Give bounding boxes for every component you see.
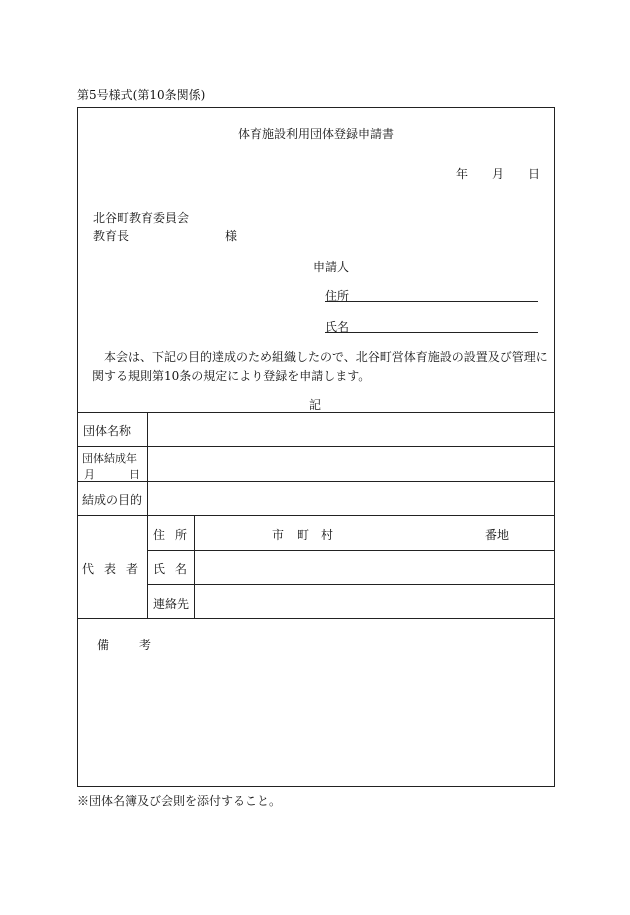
rep-name-field[interactable] (196, 552, 553, 583)
formation-date-field[interactable] (149, 448, 553, 480)
rep-contact-field[interactable] (196, 586, 553, 617)
purpose-label: 結成の目的 (82, 493, 143, 507)
group-name-label: 団体名称 (83, 424, 132, 438)
date-month: 月 (492, 167, 505, 181)
addressee-title: 教育長 (93, 229, 130, 243)
table-line (77, 618, 555, 619)
town-label: 町 (297, 528, 310, 542)
rep-name-label: 氏名 (153, 562, 198, 576)
formation-date-label-line2: 月 日 (84, 468, 140, 481)
applicant-label: 申請人 (313, 260, 350, 274)
rep-address-label: 住所 (153, 528, 198, 542)
date-year: 年 (456, 167, 469, 181)
footnote: ※団体名簿及び会則を添付すること。 (77, 794, 282, 808)
table-line (147, 550, 555, 551)
representative-label: 代表者 (82, 562, 149, 576)
table-divider (147, 412, 148, 618)
village-label: 村 (321, 528, 334, 542)
addressee-honorific: 様 (225, 229, 238, 243)
table-line (147, 584, 555, 585)
applicant-address-field[interactable] (325, 287, 538, 302)
formation-date-label-line1: 団体結成年 (82, 452, 137, 465)
city-label: 市 (272, 528, 285, 542)
purpose-field[interactable] (149, 483, 553, 514)
table-line (77, 481, 555, 482)
form-number: 第5号様式(第10条関係) (77, 88, 206, 102)
form-title: 体育施設利用団体登録申請書 (237, 127, 394, 141)
application-statement: 本会は、下記の目的達成のため組織したので、北谷町営体育施設の設置及び管理に関する規則第10条の規定により登録を申請します。 (92, 350, 548, 383)
table-line-top (77, 412, 555, 413)
remarks-field[interactable] (79, 655, 553, 785)
table-line (77, 446, 555, 447)
applicant-name-label: 氏名 (325, 320, 350, 334)
remarks-label: 備考 (97, 638, 182, 652)
applicant-address-label: 住所 (325, 289, 350, 303)
ki-heading: 記 (309, 398, 322, 412)
date-day: 日 (528, 167, 541, 181)
applicant-name-field[interactable] (325, 318, 538, 333)
banchi-label: 番地 (485, 528, 510, 542)
rep-address-field[interactable] (196, 517, 553, 549)
rep-contact-label: 連絡先 (153, 597, 190, 611)
addressee-org: 北谷町教育委員会 (93, 211, 190, 225)
table-line (77, 515, 555, 516)
group-name-field[interactable] (149, 414, 553, 445)
